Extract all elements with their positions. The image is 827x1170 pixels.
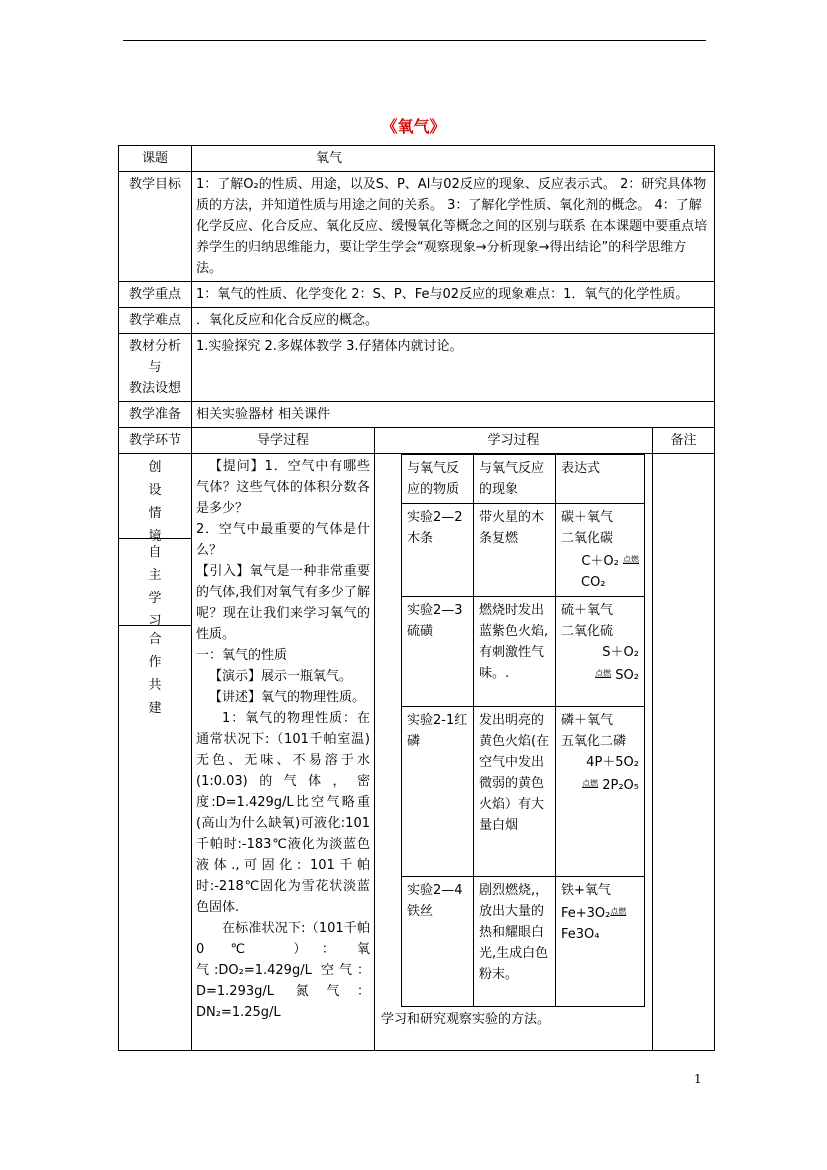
stage-column — [119, 454, 192, 1051]
row-goals — [119, 172, 715, 282]
page-title: 《氧气》 — [381, 117, 446, 136]
guide-process — [192, 454, 375, 1051]
note-cell — [653, 454, 715, 1051]
row-content — [119, 454, 715, 1051]
row-key — [119, 282, 715, 308]
exp-expression: 硫＋氧气 二氧化硫 S＋O₂ $^{点燃}$ SO₂ — [556, 597, 645, 707]
guide-physical-props: 1：氧气的物理性质：在通常状况下:（101千帕室温)无色、无味、不易溶于水(1:0.03)的气体，密度:D=1.429g/L比空气略重(高山为什么缺氧)可液化:101千帕时:-183℃液化为淡蓝色液体.,可固化: 101千帕时:-218℃固化为雪花状淡蓝色固体. — [196, 711, 370, 915]
exp-phenomenon: 发出明亮的黄色火焰(在空气中发出微弱的黄色火焰）有大量白烟 — [474, 707, 556, 877]
stage-cooperate: 合 作 共 建 — [148, 632, 162, 716]
guide-standard-conditions: 在标准状况下:（101千帕 0 ℃ ）：氧气:DO₂=1.429g/L 空气：D=1.293g/L 氮气：DN₂=1.25g/L — [196, 921, 370, 1020]
exp-substance: 实验2—4铁丝 — [402, 877, 474, 1007]
key-text: 1：氧气的性质、化学变化 2：S、P、Fe与02反应的现象难点：1．氧气的化学性质。 — [192, 282, 715, 308]
learn-footer: 学习和研究观察实验的方法。 — [381, 1012, 551, 1027]
exp-phenomenon: 剧烈燃烧,，放出大量的热和耀眼白光,生成白色粉末。 — [474, 877, 556, 1007]
topic-value: 氧气 — [192, 146, 715, 172]
exp-expression: 碳＋氧气 二氧化碳 C＋O₂ $^{点燃}$ CO₂ — [556, 504, 645, 597]
guide-demo: 【演示】展示一瓶氧气。 — [209, 669, 353, 684]
exp-phenomenon: 燃烧时发出蓝紫色火焰,有刺激性气味。. — [474, 597, 556, 707]
exp-substance: 实验2-1红磷 — [402, 707, 474, 877]
row-prep — [119, 402, 715, 428]
note-head: 备注 — [653, 428, 715, 454]
difficulty-text: ．氧化反应和化合反应的概念。 — [192, 308, 715, 334]
row-topic — [119, 146, 715, 172]
analysis-text: 1.实验探究 2.多媒体教学 3.仔猪体内就讨论。 — [192, 334, 715, 402]
key-label: 教学重点 — [119, 282, 192, 308]
goals-text: 1：了解O₂的性质、用途，以及S、P、Al与02反应的现象、反应表示式。 2：研究具体物质的方法，并知道性质与用途之间的关系。 3：了解化学性质、氧化剂的概念。 4：了解化学反应、化合反应、氧化反应、缓慢氧化等概念之间的区别与联系 在本课题中要重点培养学生的归纳思维能力，要让学生学会“观察现象→分析现象→得出结论”的科学思维方法。 — [192, 172, 715, 282]
exp-head-expression: 表达式 — [556, 455, 645, 504]
exp-header-row — [402, 455, 645, 504]
stage-self-study: 自 主 学 习 — [119, 539, 191, 626]
exp-row-carbon — [402, 504, 645, 597]
guide-lecture: 【讲述】氧气的物理性质。 — [209, 690, 366, 705]
topic-label: 课题 — [119, 146, 192, 172]
row-difficulty — [119, 308, 715, 334]
header-rule — [123, 40, 706, 41]
guide-head: 导学过程 — [192, 428, 375, 454]
exp-row-phosphorus — [402, 707, 645, 877]
guide-question-1: 【提问】1．空气中有哪些气体？这些气体的体积分数各是多少？ — [196, 459, 370, 516]
lesson-plan-table — [118, 145, 715, 1051]
goals-label: 教学目标 — [119, 172, 192, 282]
row-analysis — [119, 334, 715, 402]
stage-create: 创 设 情 境 — [119, 454, 191, 539]
prep-text: 相关实验器材 相关课件 — [192, 402, 715, 428]
exp-row-iron — [402, 877, 645, 1007]
guide-section-1: 一：氧气的性质 — [196, 648, 288, 663]
page-number: 1 — [694, 1072, 702, 1086]
row-stage-head — [119, 428, 715, 454]
guide-intro: 【引入】氧气是一种非常重要的气体,我们对氧气有多少了解呢？现在让我们来学习氧气的性质。 — [196, 564, 370, 642]
stage-label: 教学环节 — [119, 428, 192, 454]
exp-substance: 实验2—2木条 — [402, 504, 474, 597]
experiment-table — [401, 454, 645, 1007]
exp-substance: 实验2—3硫磺 — [402, 597, 474, 707]
prep-label: 教学准备 — [119, 402, 192, 428]
exp-row-sulfur — [402, 597, 645, 707]
guide-question-2: 2．空气中最重要的气体是什么？ — [196, 522, 370, 558]
learning-process — [375, 454, 653, 1051]
exp-head-substance: 与氧气反应的物质 — [402, 455, 474, 504]
exp-phenomenon: 带火星的木条复燃 — [474, 504, 556, 597]
exp-expression: 铁+氧气 Fe+3O₂$^{点燃}$ Fe3O₄ — [556, 877, 645, 1007]
analysis-label: 教材分析 与 教法设想 — [119, 334, 192, 402]
difficulty-label: 教学难点 — [119, 308, 192, 334]
learn-head: 学习过程 — [375, 428, 653, 454]
exp-expression: 磷＋氧气 五氧化二磷 4P＋5O₂ $^{点燃}$ 2P₂O₅ — [556, 707, 645, 877]
exp-head-phenomenon: 与氧气反应的现象 — [474, 455, 556, 504]
